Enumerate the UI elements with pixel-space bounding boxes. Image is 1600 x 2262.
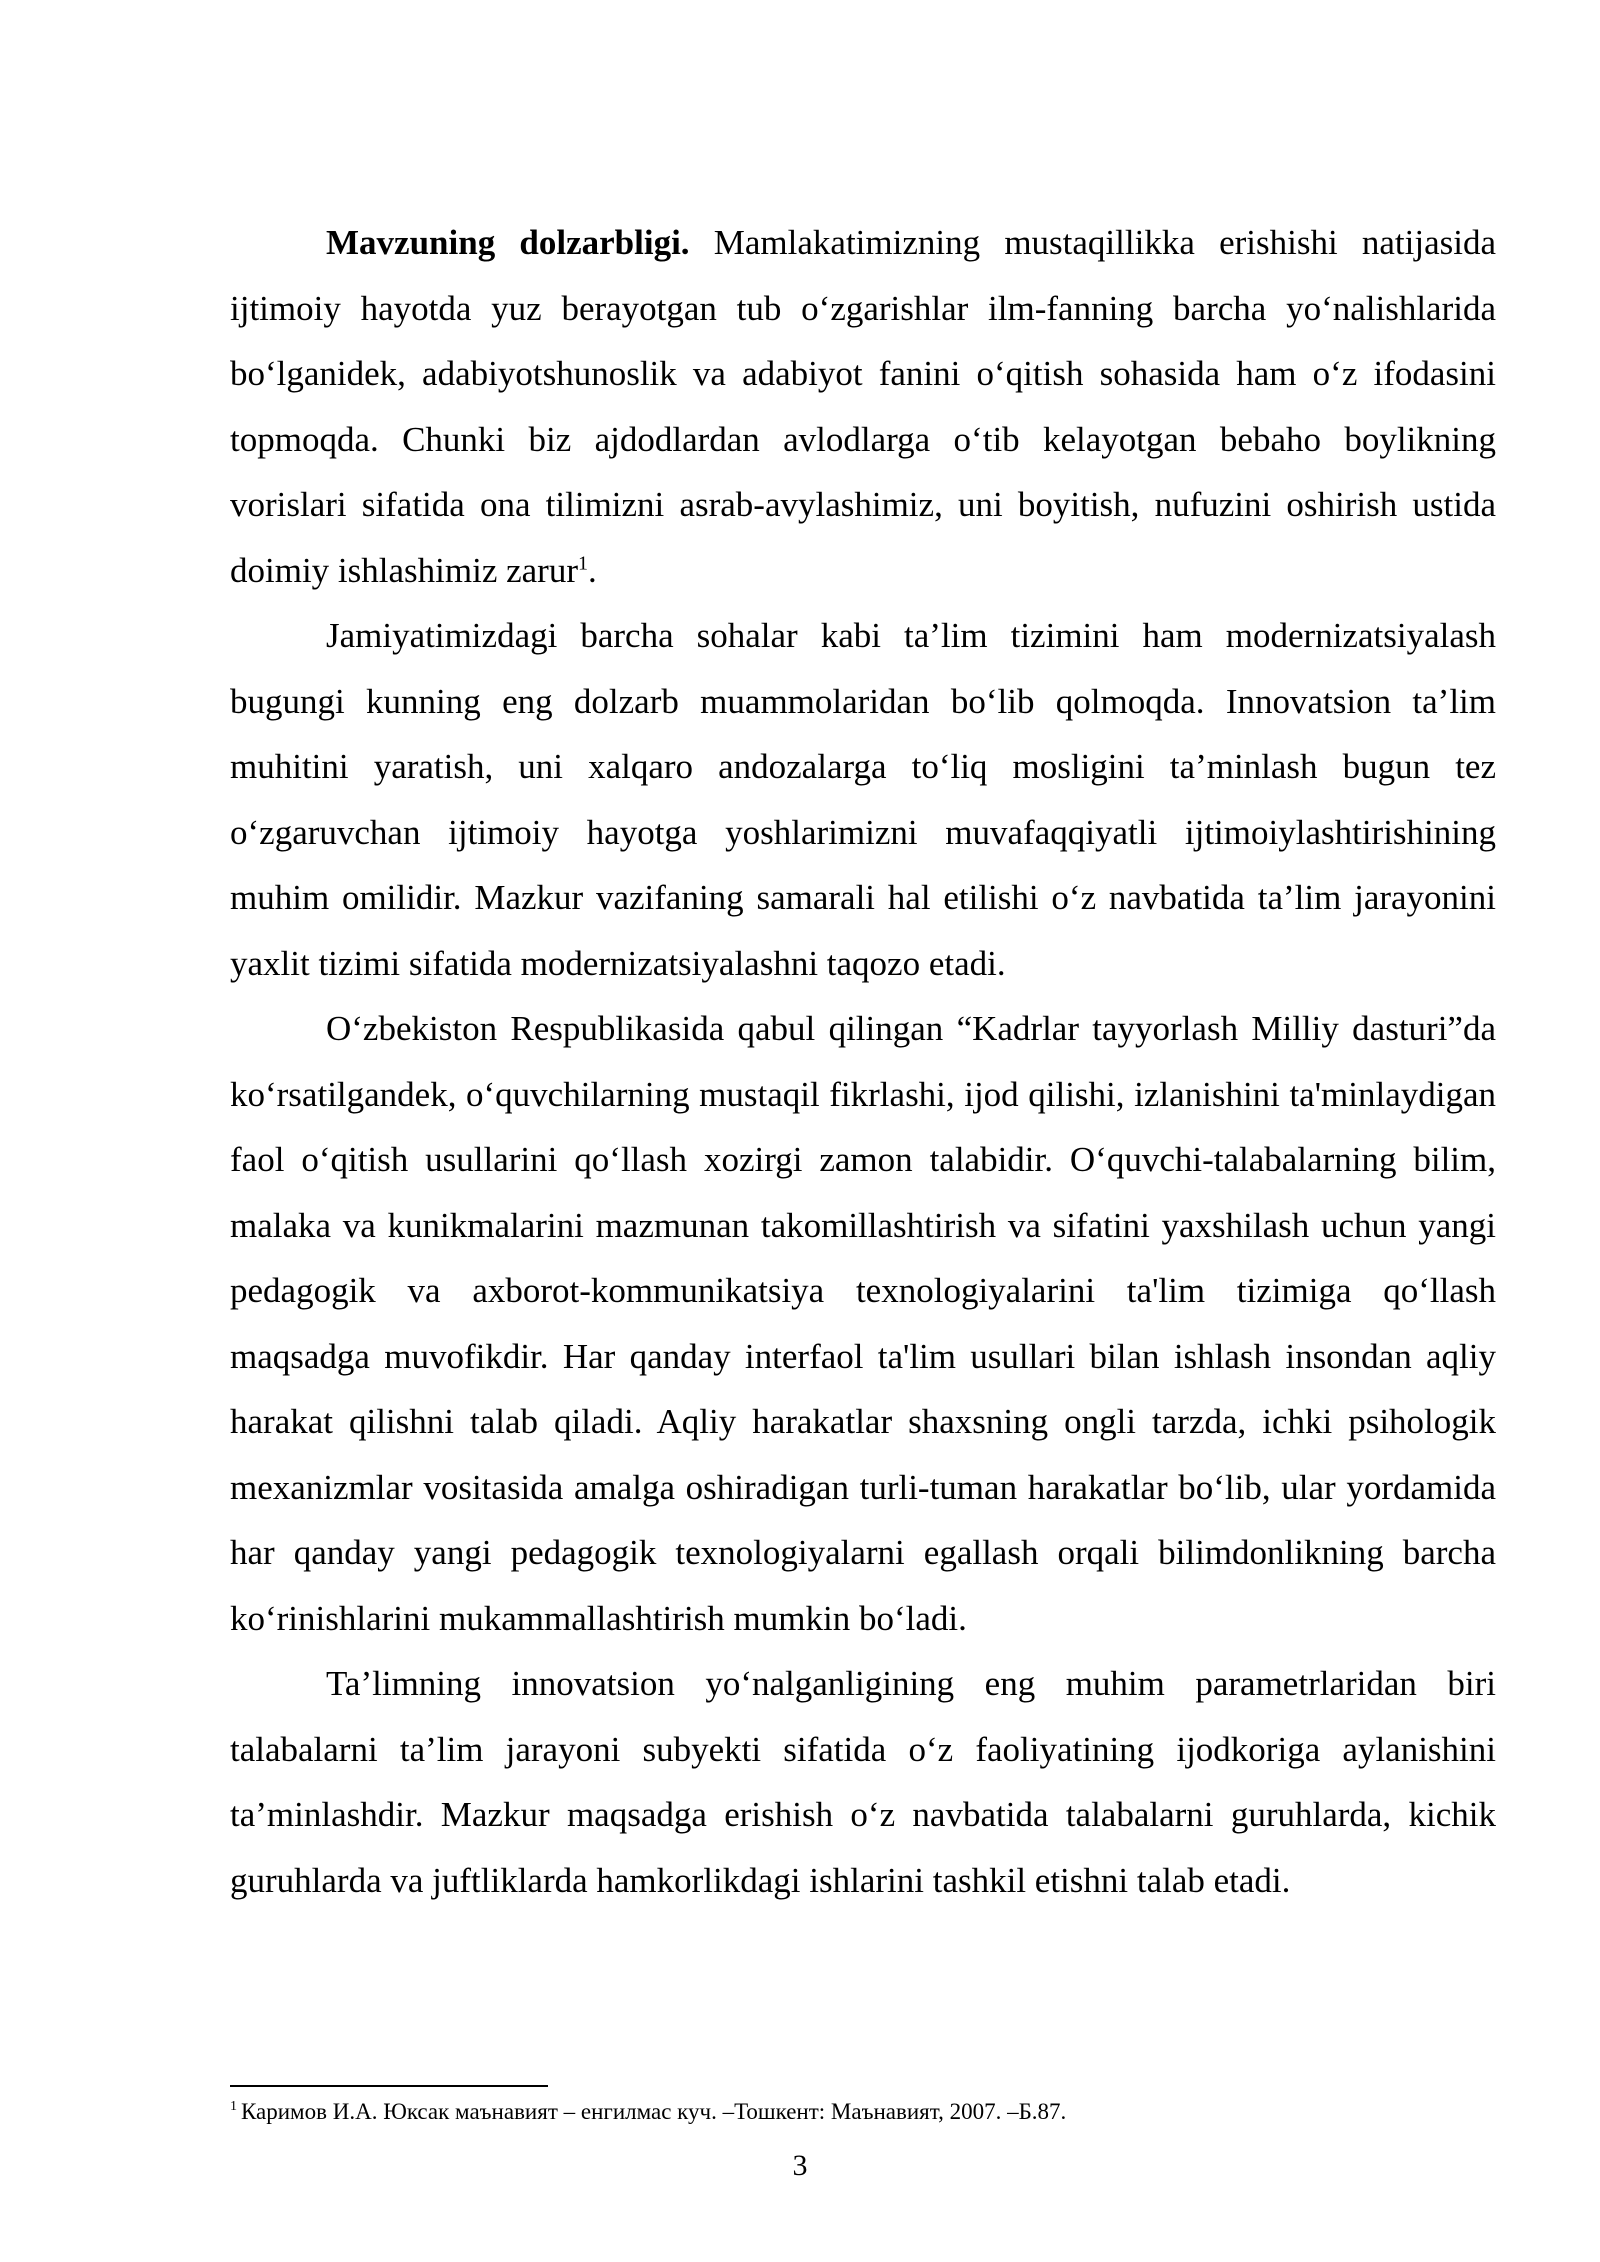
body-text (230, 210, 1496, 1913)
footnote-marker: 1 (230, 2099, 237, 2115)
paragraph-relevance (230, 210, 1496, 603)
paragraph-innovative-orientation: Ta’limning innovatsion yo‘nalganligining eng muhim parametrlaridan biri talabalarni ta’lim jarayoni subyekti sifatida o‘z faoliyatining ijodkoriga aylanishini ta’minlashdir. Mazkur maqsadga erishish o‘z navbatida talabalarni guruhlarda, kichik guruhlarda va juftliklarda hamkorlikdagi ishlarini tashkil etishni talab etadi. (230, 1664, 1496, 1900)
page-number: 3 (792, 2149, 808, 2182)
paragraph-text: Mamlakatimizning mustaqillikka erishishi natijasida ijtimoiy hayotda yuz berayotgan tub o‘zgarishlar ilm-fanning barcha yo‘nalishlarida bo‘lganidek, adabiyotshunoslik va adabiyot fanini o‘qitish sohasida ham o‘z ifodasini topmoqda. Chunki biz ajdodlardan avlodlarga o‘tib kelayotgan bebaho boylikning vorislari sifatida ona tilimizni asrab-avylashimiz, uni boyitish, nufuzini oshirish ustida doimiy ishlashimiz zarur (230, 223, 1496, 590)
footnote-reference[interactable]: 1 (577, 551, 588, 574)
paragraph-national-program: O‘zbekiston Respublikasida qabul qilingan “Kadrlar tayyorlash Milliy dasturi”da ko‘rsatilgandek, o‘quvchilarning mustaqil fikrlashi, ijod qilishi, izlanishini ta'minlaydigan faol o‘qitish usullarini qo‘llash xozirgi zamon talabidir. O‘quvchi-talabalarning bilim, malaka va kunikmalarini mazmunan takomillashtirish va sifatini yaxshilash uchun yangi pedagogik va axborot-kommunikatsiya texnologiyalarini ta'lim tizimiga qo‘llash maqsadga muvofikdir. Har qanday interfaol ta'lim usullari bilan ishlash insondan aqliy harakat qilishni talab qiladi. Aqliy harakatlar shaxsning ongli tarzda, ichki psihologik mexanizmlar vositasida amalga oshiradigan turli-tuman harakatlar bo‘lib, ular yordamida har qanday yangi pedagogik texnologiyalarni egallash orqali bilimdonlikning barcha ko‘rinishlarini mukammallashtirish mumkin bo‘ladi. (230, 1009, 1496, 1638)
footnote-text: Каримов И.А. Юксак маънавият – енгилмас куч. –Тошкент: Маънавият, 2007. –Б.87. (241, 2099, 1067, 2124)
footnote-separator (230, 2085, 548, 2087)
paragraph-tail: . (587, 550, 597, 590)
paragraph-modernization: Jamiyatimizdagi barcha sohalar kabi ta’lim tizimini ham modernizatsiyalash bugungi kunning eng dolzarb muammolaridan bo‘lib qolmoqda. Innovatsion ta’lim muhitini yaratish, uni xalqaro andozalarga to‘liq mosligini ta’minlash bugun tez o‘zgaruvchan ijtimoiy hayotga yoshlarimizni muvafaqqiyatli ijtimoiylashtirishining muhim omilidir. Mazkur vazifaning samarali hal etilishi o‘z navbatida ta’lim jarayonini yaxlit tizimi sifatida modernizatsiyalashni taqozo etadi. (230, 616, 1496, 983)
section-heading-relevance: Mavzuning dolzarbligi. (326, 223, 690, 262)
footnote (230, 2097, 1496, 2127)
